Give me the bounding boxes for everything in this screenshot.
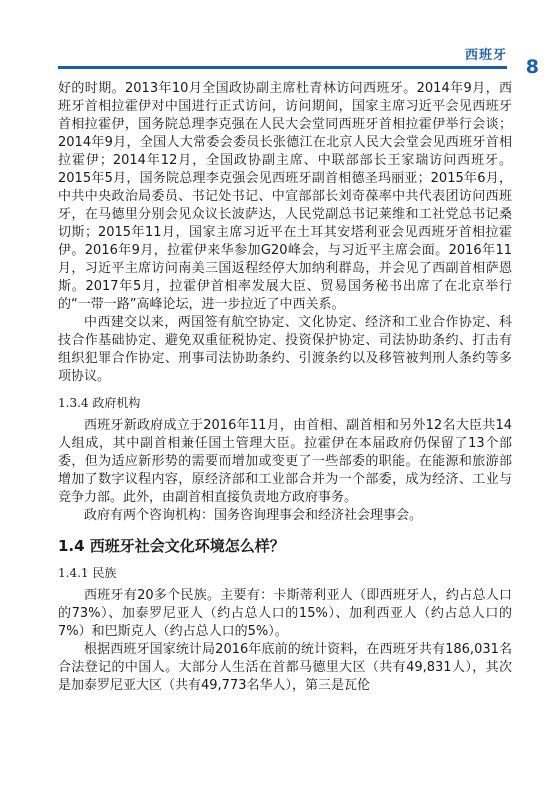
subsection-heading-ethnicity: 1.4.1 民族 <box>58 566 117 580</box>
paragraph-relations-history: 好的时期。2013年10月全国政协副主席杜青林访问西班牙。2014年9月，西班牙首相拉霍伊对中国进行正式访问，访问期间，国家主席习近平会见西班牙首相拉霍伊，国务院总理李克强在人民大会堂同西班牙首相拉霍伊举行会谈；2014年9月，全国人大常委会委员长张德江在北京人民大会堂会见西班牙首相拉霍伊；2014年12月，全国政协副主席、中联部部长王家瑞访问西班牙。2015年5月，国务院总理李克强会见西班牙副首相德圣玛丽亚；2015年6月，中共中央政治局委员、书记处书记、中宣部部长刘奇葆率中共代表团访问西班牙，在马德里分别会见众议长波萨达，人民党副总书记莱维和工社党总书记桑切斯；2015年11月，国家主席习近平在土耳其安塔利亚会见西班牙首相拉霍伊。2016年9月，拉霍伊来华参加G20峰会，与习近平主席会面。2016年11月，习近平主席访问南美三国返程经停大加纳利群岛，并会见了西副首相萨恩斯。2017年5月，拉霍伊首相率发展大臣、贸易国务秘书出席了在北京举行的“一带一路”高峰论坛，进一步拉近了中西关系。 <box>58 81 512 312</box>
page-number: 8 <box>525 56 539 78</box>
header-rule <box>58 66 507 69</box>
section-heading-society-culture: 1.4 西班牙社会文化环境怎么样？ <box>58 537 285 555</box>
page-header <box>0 0 559 78</box>
paragraph-government: 西班牙新政府成立于2016年11月，由首相、副首相和另外12名大臣共14人组成，其中副首相兼任国土管理大臣。拉霍伊在本届政府仍保留了13个部委，但为适应新形势的需要而增加或变更了一些部委的职能。在能源和旅游部增加了数字议程内容，原经济部和工业部合并为一个部委，成为经济、工业与竞争力部。此外，由副首相直接负责地方政府事务。 <box>58 418 512 505</box>
paragraph-chinese-population: 根据西班牙国家统计局2016年底前的统计资料，在西班牙共有186,031名合法登记的中国人。大部分人生活在首都马德里大区（共有49,831人），其次是加泰罗尼亚大区（共有49,773名华人），第三是瓦伦 <box>58 642 512 693</box>
running-header-title: 西班牙 <box>464 48 507 63</box>
subsection-heading-government: 1.3.4 政府机构 <box>58 396 141 410</box>
paragraph-advisory-bodies: 政府有两个咨询机构：国务咨询理事会和经济社会理事会。 <box>84 508 423 523</box>
paragraph-ethnic-groups: 西班牙有20多个民族。主要有：卡斯蒂利亚人（即西班牙人，约占总人口的73%）、加泰罗尼亚人（约占总人口的15%）、加利西亚人（约占总人口的7%）和巴斯克人（约占总人口的5%）。 <box>58 588 512 639</box>
page-body <box>58 80 512 695</box>
paragraph-agreements: 中西建交以来，两国签有航空协定、文化协定、经济和工业合作协定、科技合作基础协定、避免双重征税协定、投资保护协定、司法协助条约、打击有组织犯罪合作协定、刑事司法协助条约、引渡条约以及移管被判刑人条约等多项协议。 <box>58 315 512 384</box>
